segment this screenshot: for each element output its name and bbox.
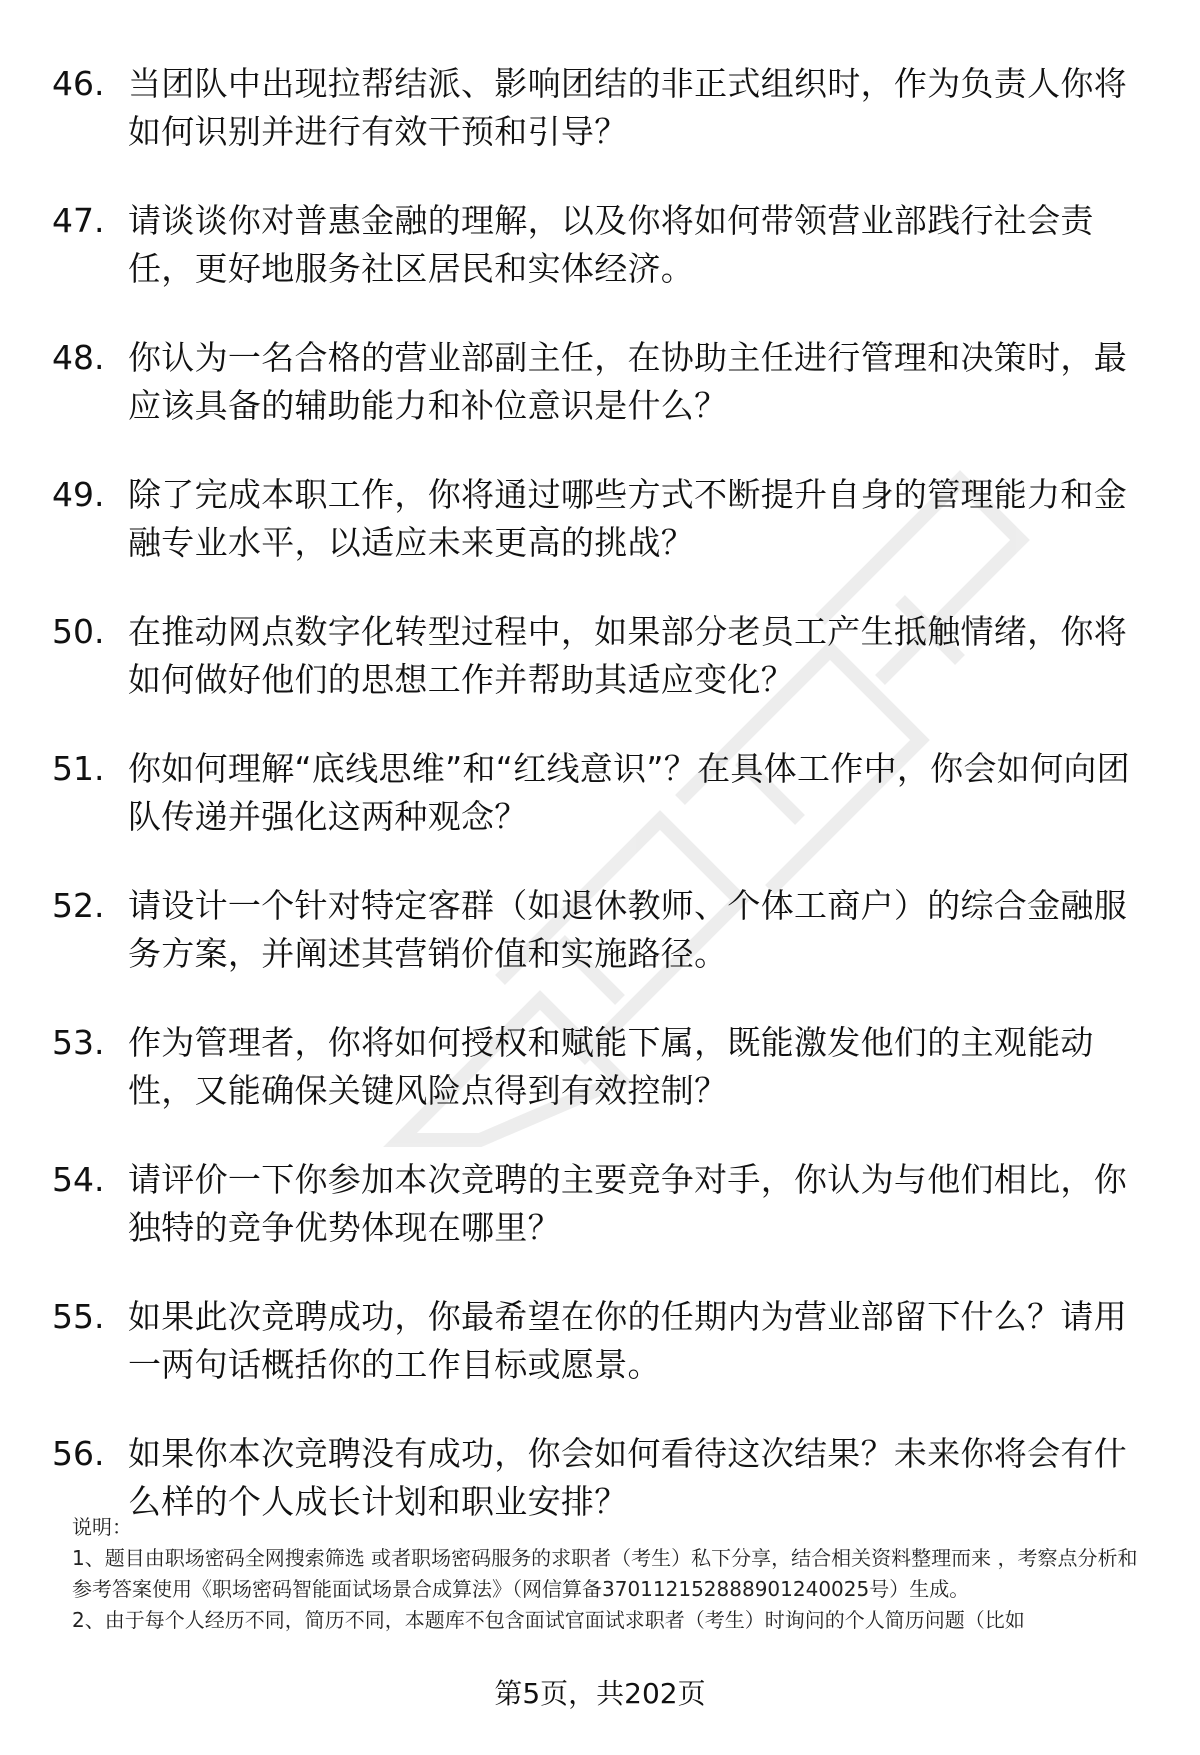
question-list	[52, 60, 1152, 1567]
question-text: 你如何理解“底线思维”和“红线意识”？在具体工作中，你会如何向团队传递并强化这两种观念？	[128, 749, 1130, 836]
question-item	[52, 882, 1152, 978]
question-number: 55.	[52, 1297, 105, 1336]
question-number: 51.	[52, 749, 105, 788]
question-number: 46.	[52, 64, 105, 103]
question-item	[52, 334, 1152, 430]
notes-item: 2、由于每个人经历不同，简历不同，本题库不包含面试官面试求职者（考生）时询问的个人简历问题（比如	[72, 1608, 1025, 1632]
question-number: 52.	[52, 886, 105, 925]
question-number: 50.	[52, 612, 105, 651]
question-text: 除了完成本职工作，你将通过哪些方式不断提升自身的管理能力和金融专业水平，以适应未来更高的挑战？	[128, 475, 1127, 562]
question-text: 你认为一名合格的营业部副主任，在协助主任进行管理和决策时，最应该具备的辅助能力和补位意识是什么？	[128, 338, 1127, 425]
question-item	[52, 60, 1152, 156]
question-text: 如果你本次竞聘没有成功，你会如何看待这次结果？未来你将会有什么样的个人成长计划和职业安排？	[128, 1434, 1127, 1521]
question-number: 47.	[52, 201, 105, 240]
question-number: 49.	[52, 475, 105, 514]
notes-heading: 说明：	[72, 1515, 132, 1539]
question-item	[52, 1293, 1152, 1389]
notes-item: 1、题目由职场密码全网搜索筛选 或者职场密码服务的求职者（考生）私下分享，结合相关资料整理而来 ，考察点分析和参考答案使用《职场密码智能面试场景合成算法》（网信算备370112152888901240025号）生成。	[72, 1546, 1138, 1601]
question-item	[52, 471, 1152, 567]
question-text: 请评价一下你参加本次竞聘的主要竞争对手，你认为与他们相比，你独特的竞争优势体现在哪里？	[128, 1160, 1127, 1247]
question-number: 54.	[52, 1160, 105, 1199]
question-text: 在推动网点数字化转型过程中，如果部分老员工产生抵触情绪，你将如何做好他们的思想工作并帮助其适应变化？	[128, 612, 1127, 699]
question-text: 请设计一个针对特定客群（如退休教师、个体工商户）的综合金融服务方案，并阐述其营销价值和实施路径。	[128, 886, 1127, 973]
question-number: 53.	[52, 1023, 105, 1062]
question-text: 作为管理者，你将如何授权和赋能下属，既能激发他们的主观能动性，又能确保关键风险点得到有效控制？	[128, 1023, 1094, 1110]
question-number: 48.	[52, 338, 105, 377]
question-item	[52, 197, 1152, 293]
question-item	[52, 745, 1152, 841]
question-text: 请谈谈你对普惠金融的理解，以及你将如何带领营业部践行社会责任，更好地服务社区居民和实体经济。	[128, 201, 1094, 288]
question-item	[52, 608, 1152, 704]
question-item	[52, 1019, 1152, 1115]
question-item	[52, 1156, 1152, 1252]
question-number: 56.	[52, 1434, 105, 1473]
notes-section	[72, 1512, 1152, 1636]
question-text: 如果此次竞聘成功，你最希望在你的任期内为营业部留下什么？请用一两句话概括你的工作目标或愿景。	[128, 1297, 1127, 1384]
question-text: 当团队中出现拉帮结派、影响团结的非正式组织时，作为负责人你将如何识别并进行有效干预和引导？	[128, 64, 1127, 151]
page-footer: 第5页，共202页	[494, 1677, 706, 1710]
